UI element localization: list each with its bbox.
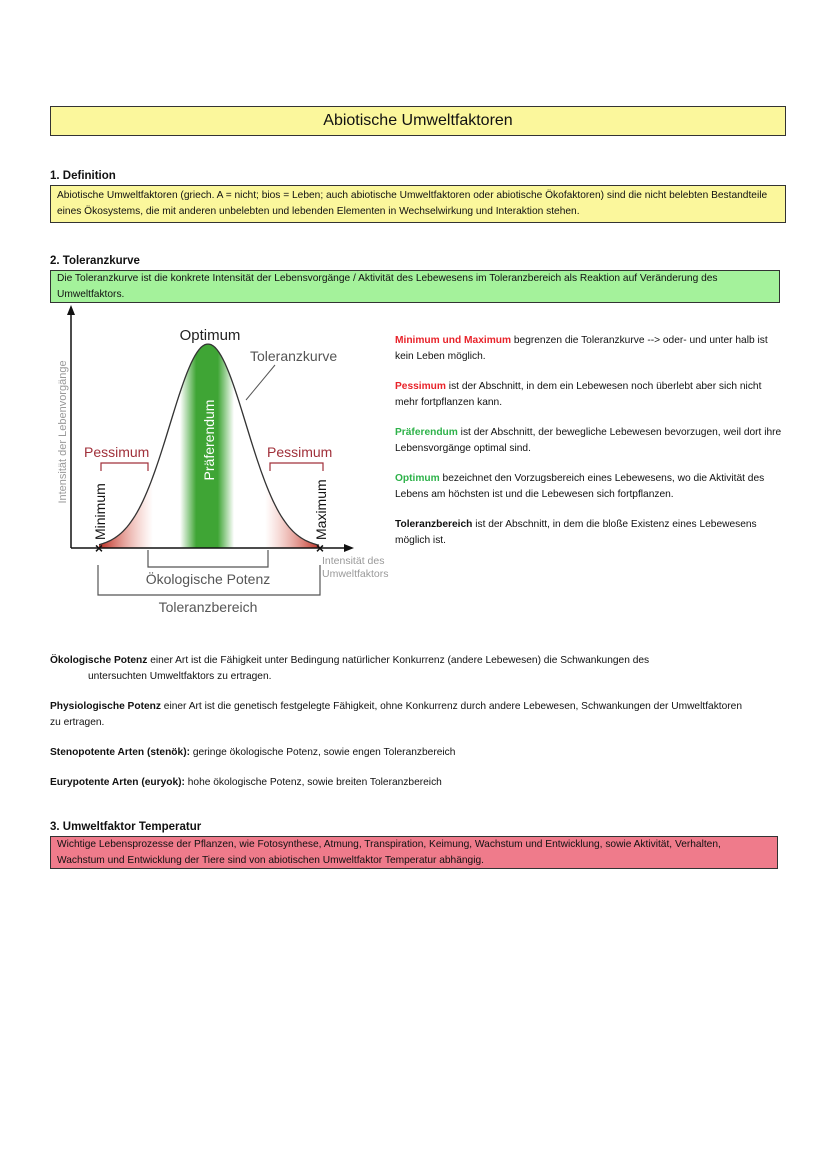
paragraph-eurypotent: Eurypotente Arten (euryok): hohe ökologische Potenz, sowie breiten Toleranzbereich (50, 777, 442, 788)
curve-label-leader (246, 365, 275, 400)
minimum-label: Minimum (92, 483, 108, 540)
pessimum-right-label: Pessimum (267, 444, 333, 460)
page-title: Abiotische Umweltfaktoren (50, 106, 786, 136)
y-axis-label: Intensität der Lebenvorgänge (57, 360, 69, 504)
y-axis-arrow-icon (67, 305, 75, 315)
definitions-list (50, 653, 750, 791)
toleranzkurve-heading: 2. Toleranzkurve (50, 255, 140, 267)
oekologische-potenz-label: Ökologische Potenz (145, 571, 271, 587)
explanations (395, 333, 785, 549)
toleranzkurve-box: Die Toleranzkurve ist die konkrete Intensität der Lebensvorgänge / Aktivität des Lebewesens im Toleranzbereich als Reaktion auf Veränderung des Umweltfaktors. (50, 270, 780, 303)
explanation-minmax: Minimum und Maximum begrenzen die Toleranzkurve --> oder- und unter halb ist kein Leben möglich. (395, 335, 768, 362)
definition-heading: 1. Definition (50, 170, 116, 182)
x-axis-arrow-icon (344, 544, 354, 552)
pessimum-left-bracket (101, 463, 148, 471)
definition-box: Abiotische Umweltfaktoren (griech. A = nicht; bios = Leben; auch abiotische Umweltfaktoren oder abiotische Ökofaktoren) sind die nicht belebten Bestandteile eines Ökosystems, die mit anderen unbelebten und lebenden Elementen in Wechselwirkung und Interaktion stehen. (50, 185, 786, 223)
paragraph-stenopotent: Stenopotente Arten (stenök): geringe ökologische Potenz, sowie engen Toleranzbereich (50, 747, 456, 758)
x-axis-label-1: Intensität des (322, 555, 385, 567)
explanation-pessimum: Pessimum ist der Abschnitt, in dem ein Lebewesen noch überlebt aber sich nicht mehr fortpflanzen kann. (395, 381, 762, 408)
toleranzbereich-label: Toleranzbereich (158, 599, 258, 615)
pessimum-right-bracket (270, 463, 323, 471)
temperatur-box: Wichtige Lebensprozesse der Pflanzen, wie Fotosynthese, Atmung, Transpiration, Keimung, Wachstum und Entwicklung, sowie Aktivität, Verhalten, Wachstum und Entwicklung der Tiere sind von abiotischen Umweltfaktor Temperatur abhängig. (50, 836, 778, 869)
curve-label: Toleranzkurve (250, 348, 338, 364)
optimum-label: Optimum (179, 327, 241, 344)
x-axis-label-2: Umweltfaktors (322, 568, 389, 580)
minimum-x-icon: × (94, 540, 104, 556)
pessimum-left-label: Pessimum (84, 444, 150, 460)
explanation-toleranzbereich: Toleranzbereich ist der Abschnitt, in dem die bloße Existenz eines Lebewesens möglich ist. (395, 519, 757, 546)
explanation-optimum: Optimum bezeichnet den Vorzugsbereich eines Lebewesens, wo die Aktivität des Lebens am höchsten ist und die Lebewesen sich fortpflanzen. (395, 473, 765, 500)
paragraph-physiologische-potenz: Physiologische Potenz einer Art ist die genetisch festgelegte Fähigkeit, ohne Konkurrenz durch andere Lebewesen, Schwankungen der Umweltfaktoren zu ertragen. (50, 701, 743, 728)
temperatur-heading: 3. Umweltfaktor Temperatur (50, 821, 202, 833)
maximum-label: Maximum (313, 479, 329, 540)
explanation-praeferendum: Präferendum ist der Abschnitt, der bewegliche Lebewesen bevorzugen, weil dort ihre Lebensvorgänge optimal sind. (395, 427, 782, 454)
praeferendum-label: Präferendum (201, 399, 217, 481)
maximum-x-icon: × (315, 540, 325, 556)
tolerance-curve-diagram (0, 0, 440, 630)
oekologische-potenz-bracket (148, 550, 268, 567)
paragraph-oekologische-potenz: Ökologische Potenz einer Art ist die Fähigkeit unter Bedingung natürlicher Konkurrenz (andere Lebewesen) die Schwankungen des untersuchten Umweltfaktors zu ertragen. (50, 655, 650, 682)
